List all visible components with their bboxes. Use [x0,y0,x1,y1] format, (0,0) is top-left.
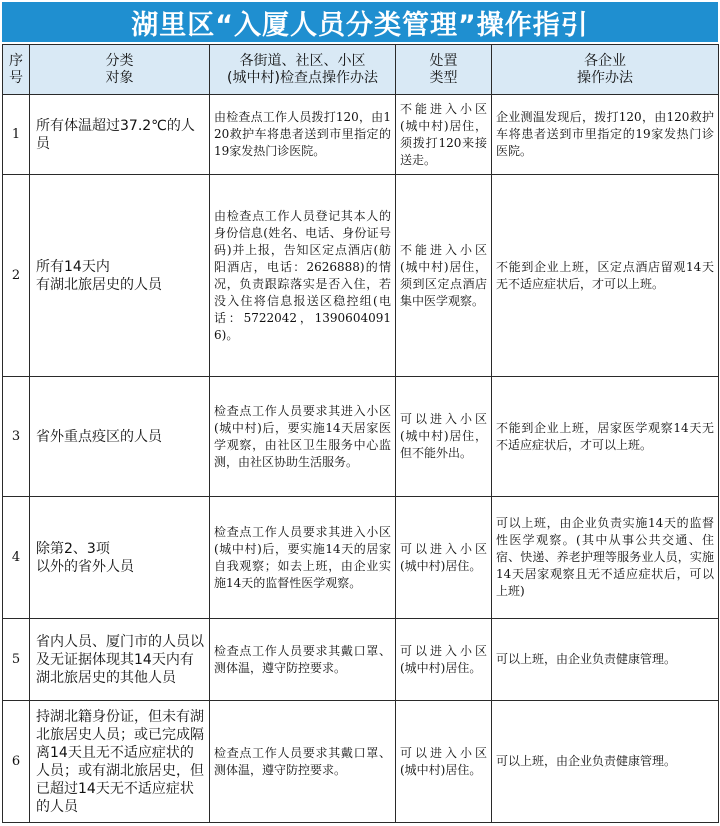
row-object: 所有体温超过37.2℃的人员 [30,95,210,175]
header-object: 分类 对象 [30,45,210,95]
row-enterprise: 可以上班，由企业负责实施14天的监督性医学观察。(其中从事公共交通、住宿、快递、养老护理等服务业人员，实施14天居家观察且无不适应症状后，可以上班) [492,497,719,619]
row-number: 5 [3,619,30,701]
row-enterprise: 不能到企业上班，区定点酒店留观14天无不适应症状后，才可以上班。 [492,175,719,377]
row-handling: 可以进入小区(城中村)居住。 [396,497,492,619]
row-object: 所有14天内 有湖北旅居史的人员 [30,175,210,377]
row-number: 6 [3,701,30,823]
row-object: 省内人员、厦门市的人员以及无证据体现其14天内有湖北旅居史的其他人员 [30,619,210,701]
table-row [3,619,719,701]
header-checkpoint: 各街道、社区、小区 (城中村)检查点操作办法 [210,45,396,95]
row-checkpoint: 检查点工作人员要求其戴口罩、测体温，遵守防控要求。 [210,619,396,701]
row-handling: 可以进入小区(城中村)居住。 [396,619,492,701]
row-checkpoint: 检查点工作人员要求其进入小区(城中村)后，要实施14天的居家自我观察；如去上班，由企业实施14天的监督性医学观察。 [210,497,396,619]
row-enterprise: 可以上班，由企业负责健康管理。 [492,619,719,701]
row-object: 除第2、3项 以外的省外人员 [30,497,210,619]
table-row [3,377,719,497]
row-handling: 不能进入小区(城中村)居住，须拨打120来接送走。 [396,95,492,175]
table-row [3,497,719,619]
row-object: 省外重点疫区的人员 [30,377,210,497]
row-object: 持湖北籍身份证，但未有湖北旅居史人员；或已完成隔离14天且无不适应症状的人员；或有湖北旅居史，但已超过14天无不适应症状的人员 [30,701,210,823]
table-header-row [3,45,719,95]
row-enterprise: 企业测温发现后，拨打120，由120救护车将患者送到市里指定的19家发热门诊医院。 [492,95,719,175]
row-checkpoint: 由检查点工作人员拨打120，由120救护车将患者送到市里指定的19家发热门诊医院。 [210,95,396,175]
table-row [3,95,719,175]
page-title: 湖里区“入厦人员分类管理”操作指引 [2,2,718,42]
row-handling: 可以进入小区(城中村)居住。 [396,701,492,823]
row-number: 3 [3,377,30,497]
row-checkpoint: 检查点工作人员要求其戴口罩、测体温，遵守防控要求。 [210,701,396,823]
header-enterprise: 各企业 操作办法 [492,45,719,95]
row-enterprise: 可以上班，由企业负责健康管理。 [492,701,719,823]
row-handling: 可以进入小区(城中村)居住，但不能外出。 [396,377,492,497]
row-checkpoint: 检查点工作人员要求其进入小区(城中村)后，要实施14天居家医学观察，由社区卫生服务中心监测，由社区协助生活服务。 [210,377,396,497]
table-row [3,701,719,823]
row-number: 1 [3,95,30,175]
row-number: 4 [3,497,30,619]
guide-table [2,44,719,823]
header-number: 序号 [3,45,30,95]
header-handling: 处置 类型 [396,45,492,95]
row-enterprise: 不能到企业上班，居家医学观察14天无不适应症状后，才可以上班。 [492,377,719,497]
table-row [3,175,719,377]
row-handling: 不能进入小区(城中村)居住，须到区定点酒店集中医学观察。 [396,175,492,377]
row-number: 2 [3,175,30,377]
row-checkpoint: 由检查点工作人员登记其本人的身份信息(姓名、电话、身份证号码)并上报，告知区定点酒店(舫阳酒店，电话：2626888)的情况，负责跟踪落实是否入住，若没入住将信息报送区稳控组(电话：5722042，13906040916)。 [210,175,396,377]
